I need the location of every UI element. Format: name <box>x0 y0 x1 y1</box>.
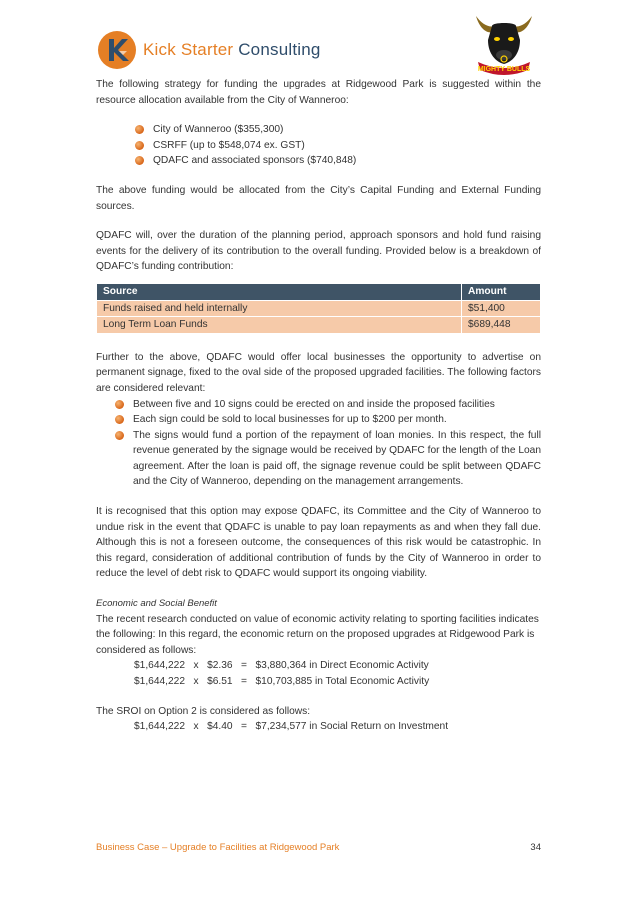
risk-paragraph: It is recognised that this option may expose QDAFC, its Committee and the City of Wanneroo to undue risk in the event that QDAFC is unable to pay loan repayments as and when they fall due. Although this is not a foreseen outcome, the consequences of this risk would be catastrophic. In this regard, consideration of additional contribution of funds by the City of Wanneroo in order to reduce the level of debt risk to QDAFC would support its ongoing viability. <box>96 506 541 580</box>
kick-starter-logo <box>97 30 321 70</box>
bullet-icon <box>135 156 144 165</box>
sroi-calculation: $1,644,222 x $4.40 = $7,234,577 in Social Return on Investment <box>134 721 449 733</box>
logo-word-consulting: Consulting <box>238 40 321 59</box>
funding-table <box>96 283 541 334</box>
table-row <box>97 300 541 317</box>
table-header-row <box>97 283 541 300</box>
main-content <box>96 77 541 735</box>
list-item: QDAFC and associated sponsors ($740,848) <box>153 153 541 169</box>
table-cell: Long Term Loan Funds <box>97 317 462 334</box>
list-item: City of Wanneroo ($355,300) <box>153 122 541 138</box>
direct-economic-calculation: $1,644,222 x $2.36 = $3,880,364 in Direct Economic Activity <box>134 660 429 672</box>
table-cell: $689,448 <box>462 317 541 334</box>
list-item: Between five and 10 signs could be erected on and inside the proposed facilities <box>133 397 541 413</box>
kick-starter-logo-icon <box>97 30 137 70</box>
logo-word-kick-starter: Kick Starter <box>143 40 234 59</box>
table-cell: $51,400 <box>462 300 541 317</box>
funding-list <box>96 122 541 169</box>
list-item: The signs would fund a portion of the repayment of loan monies. In this respect, the full revenue generated by the signage would be received by QDAFC for the length of the Loan agreement. After the loan is paid off, the signage revenue could be split between QDAFC and the City of Wanneroo, depending on the management arrangements. <box>133 428 541 490</box>
page-number: 34 <box>530 842 541 853</box>
qdafc-contribution-paragraph: QDAFC will, over the duration of the planning period, approach sponsors and hold fund raising events for the delivery of its contribution to the overall funding. Provided below is a breakdown of QDAFC’s funding contribution: <box>96 230 541 273</box>
bullet-icon <box>115 415 124 424</box>
list-item: Each sign could be sold to local businesses for up to $200 per month. <box>133 412 541 428</box>
footer-title: Business Case – Upgrade to Facilities at Ridgewood Park <box>96 842 340 853</box>
signage-paragraph: Further to the above, QDAFC would offer local businesses the opportunity to advertise on permanent signage, fixed to the oval side of the proposed upgraded facilities. The following factors are considered relevant: <box>96 351 541 394</box>
signage-list <box>96 397 541 491</box>
funding-allocation-paragraph: The above funding would be allocated from the City’s Capital Funding and External Funding sources. <box>96 184 541 212</box>
section-heading: Economic and Social Benefit <box>96 598 217 610</box>
mighty-bulls-logo <box>470 8 538 78</box>
bullet-icon <box>135 141 144 150</box>
list-item: CSRFF (up to $548,074 ex. GST) <box>153 138 541 154</box>
sroi-paragraph: The SROI on Option 2 is considered as follows: <box>96 705 311 717</box>
mighty-bulls-logo-text: MIGHTY BULLS <box>477 66 531 73</box>
economic-research-paragraph: The recent research conducted on value of economic activity relating to sporting facilities indicates the following: In this regard, the economic return on the proposed upgrades at Ridgewood Park is considered as follows: <box>96 613 539 656</box>
intro-paragraph: The following strategy for funding the upgrades at Ridgewood Park is suggested within the resource allocation available from the City of Wanneroo: <box>96 79 541 106</box>
table-cell: Funds raised and held internally <box>97 300 462 317</box>
total-economic-calculation: $1,644,222 x $6.51 = $10,703,885 in Total Economic Activity <box>134 676 430 687</box>
page-footer <box>96 842 541 853</box>
table-header-source: Source <box>97 283 462 300</box>
table-header-amount: Amount <box>462 283 541 300</box>
bullet-icon <box>115 400 124 409</box>
bullet-icon <box>135 125 144 134</box>
bullet-icon <box>115 431 124 440</box>
table-row <box>97 317 541 334</box>
